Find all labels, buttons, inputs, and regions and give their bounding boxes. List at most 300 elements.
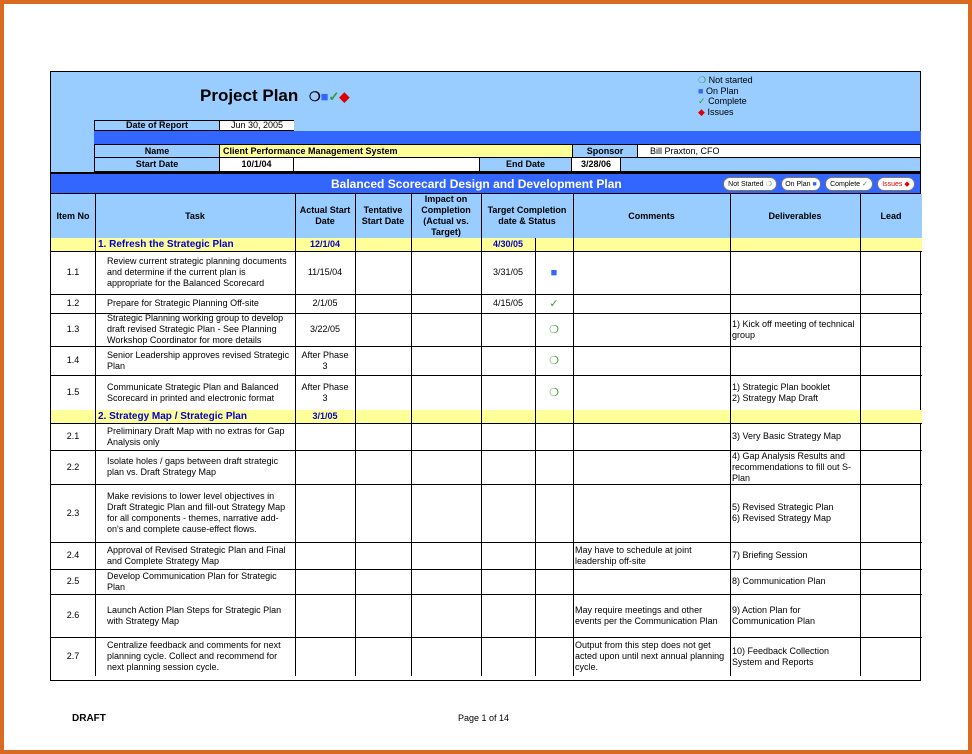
item-number [51, 484, 95, 542]
column-header-comments [573, 194, 730, 238]
grid-line [295, 569, 296, 594]
grid-line [355, 346, 356, 375]
grid-line [573, 637, 574, 676]
grid-line [573, 594, 574, 637]
sponsor-value: Bill Praxton, CFO [637, 145, 920, 157]
grid-line [95, 484, 96, 542]
grid-line [860, 637, 861, 676]
actual-start-date [295, 346, 355, 375]
target-completion-date-text: 4/15/05 [492, 298, 524, 308]
issues-icon: ◆ [904, 181, 910, 188]
grid-line [355, 423, 356, 450]
grid-line [535, 594, 536, 637]
grid-line [535, 637, 536, 676]
section-target-date [481, 410, 535, 423]
legend-label: Complete [708, 96, 747, 106]
comments-cell [573, 484, 730, 542]
target-completion-date [481, 313, 535, 346]
not-started-icon: ❍ [549, 324, 559, 336]
grid-line [411, 594, 412, 637]
section-title [95, 410, 295, 423]
grid-line [411, 375, 412, 410]
grid-line [355, 569, 356, 594]
on-plan-icon: ■ [812, 180, 817, 188]
grid-line [95, 594, 96, 637]
end-date-label: End Date [479, 158, 571, 171]
target-completion-date [481, 484, 535, 542]
status-legend [698, 75, 753, 117]
task-description-text: Prepare for Strategic Planning Off-site [107, 298, 259, 308]
pill-not-started [723, 177, 777, 191]
column-header-label: Comments [628, 210, 675, 221]
grid-line [481, 346, 482, 375]
grid-line [355, 194, 356, 238]
comments-cell [573, 294, 730, 313]
grid-line [481, 637, 482, 676]
grid-line [535, 294, 536, 313]
actual-start-date [295, 594, 355, 637]
grid-line [573, 194, 574, 238]
grid-line [355, 251, 356, 294]
grid-line [355, 294, 356, 313]
item-number-text: 1.5 [66, 387, 80, 397]
section-actual-date-text: 3/1/05 [312, 411, 338, 421]
grid-line [860, 450, 861, 484]
task-description [95, 637, 295, 676]
item-number-text: 2.7 [66, 651, 80, 661]
column-header-tentative [355, 194, 411, 238]
dates-row [94, 158, 921, 172]
grid-line [860, 313, 861, 346]
grid-line [295, 238, 296, 251]
section-title [95, 238, 295, 251]
section-actual-date-text: 12/1/04 [309, 239, 341, 249]
task-description-text: Senior Leadership approves revised Strategic Plan [107, 349, 290, 371]
actual-start-date [295, 375, 355, 410]
grid-line [573, 423, 574, 450]
grid-line [573, 450, 574, 484]
comments-cell [573, 542, 730, 569]
grid-line [860, 410, 861, 423]
column-header-label: Impact on Completion (Actual vs. Target) [421, 194, 471, 237]
actual-start-date-text: After Phase 3 [301, 381, 349, 403]
name-row [94, 144, 921, 158]
grid-line [535, 313, 536, 346]
name-label: Name [95, 145, 220, 157]
deliverables-cell [730, 450, 860, 484]
grid-line [860, 484, 861, 542]
grid-line [355, 450, 356, 484]
section-target-date [481, 238, 535, 251]
pill-label: On Plan [785, 180, 811, 188]
target-completion-date [481, 346, 535, 375]
grid-line [730, 637, 731, 676]
comments-cell [573, 450, 730, 484]
grid-line [411, 637, 412, 676]
item-number [51, 251, 95, 294]
not-started-icon: ❍ [698, 75, 707, 85]
grid-line [481, 450, 482, 484]
page-title [200, 86, 349, 106]
grid-line [355, 375, 356, 410]
grid-line [295, 313, 296, 346]
grid-line [411, 423, 412, 450]
grid-line [860, 542, 861, 569]
task-description [95, 569, 295, 594]
sponsor-label: Sponsor [572, 145, 637, 157]
grid-line [730, 313, 731, 346]
deliverables-cell-text: 1) Kick off meeting of technical group [732, 318, 855, 340]
grid-line [295, 450, 296, 484]
comments-cell-text: Output from this step does not get acted upon until next annual planning cycle. [575, 640, 725, 672]
pill-label: Issues [882, 180, 903, 188]
grid-line [573, 484, 574, 542]
grid-line [730, 410, 731, 423]
issues-icon: ◆ [698, 106, 705, 117]
column-header-lead [860, 194, 922, 238]
not-started-icon: ❍ [549, 355, 559, 367]
deliverables-cell-text: 3) Very Basic Strategy Map [732, 431, 842, 441]
column-header-label: Target Completion date & Status [487, 205, 567, 226]
item-number-text: 1.4 [66, 355, 80, 365]
grid-line [481, 238, 482, 251]
deliverables-cell-text: 10) Feedback Collection System and Reports [732, 645, 830, 667]
task-description-text: Review current strategic planning documents and determine if the current plan is appropriate for the Balanced Scorecard [107, 256, 287, 288]
grid-line [481, 313, 482, 346]
grid-line [481, 294, 482, 313]
comments-cell [573, 423, 730, 450]
comments-cell-text: May have to schedule at joint leadership off-site [575, 544, 692, 566]
grid-line [573, 542, 574, 569]
not-started-icon: ❍ [309, 89, 321, 104]
comments-cell [573, 569, 730, 594]
grid-line [481, 569, 482, 594]
column-header-label: Lead [880, 210, 902, 221]
grid-line [355, 238, 356, 251]
item-number-text: 2.6 [66, 610, 80, 620]
column-header-task [95, 194, 295, 238]
grid-line [95, 346, 96, 375]
legend-item [698, 107, 753, 118]
grid-line [730, 423, 731, 450]
grid-line [535, 450, 536, 484]
task-description [95, 594, 295, 637]
section-title-text: 2. Strategy Map / Strategic Plan [98, 411, 247, 422]
section-title-text: 1. Refresh the Strategic Plan [98, 239, 234, 250]
target-completion-date [481, 294, 535, 313]
task-description [95, 484, 295, 542]
grid-line [355, 313, 356, 346]
grid-line [411, 542, 412, 569]
deliverables-cell [730, 251, 860, 294]
legend-label: Not started [708, 75, 753, 85]
column-header-label: Task [185, 210, 205, 221]
grid-line [860, 594, 861, 637]
end-date-value: 3/28/06 [571, 158, 621, 171]
grid-line [730, 346, 731, 375]
deliverables-cell [730, 569, 860, 594]
task-description [95, 346, 295, 375]
item-number [51, 423, 95, 450]
deliverables-cell [730, 375, 860, 410]
on-plan-icon: ■ [320, 89, 329, 104]
column-header-actual [295, 194, 355, 238]
grid-line [95, 637, 96, 676]
start-date-value: 10/1/04 [220, 158, 294, 171]
plan-banner-title: Balanced Scorecard Design and Development Plan [331, 177, 622, 191]
actual-start-date-text: 2/1/05 [312, 298, 338, 308]
grid-line [535, 410, 536, 423]
complete-icon: ✓ [862, 181, 868, 188]
task-description-text: Make revisions to lower level objectives in Draft Strategic Plan and fill-out Strategy Map for all components - themes, narrative add-on's and complete cause-effect flows. [107, 491, 286, 534]
section-actual-date [295, 238, 355, 251]
not-started-icon: ❍ [549, 387, 559, 399]
date-of-report-label: Date of Report [95, 121, 220, 130]
on-plan-icon: ■ [550, 266, 558, 279]
task-description-text: Communicate Strategic Plan and Balanced Scorecard in printed and electronic format [107, 381, 279, 403]
task-description-text: Launch Action Plan Steps for Strategic Plan with Strategy Map [107, 604, 282, 626]
grid-line [295, 194, 296, 238]
grid-line [295, 423, 296, 450]
complete-icon: ✓ [549, 298, 559, 310]
grid-line [411, 194, 412, 238]
legend-item [698, 96, 753, 107]
issues-icon: ◆ [339, 89, 350, 104]
grid-line [535, 423, 536, 450]
grid-line [535, 251, 536, 294]
grid-line [411, 346, 412, 375]
grid-line [481, 594, 482, 637]
section-target-date-text: 4/30/05 [492, 239, 524, 249]
grid-line [481, 194, 482, 238]
grid-line [481, 542, 482, 569]
deliverables-cell-text: 1) Strategic Plan booklet 2) Strategy Map Draft [732, 381, 831, 403]
grid-line [730, 542, 731, 569]
task-description [95, 423, 295, 450]
grid-line [295, 637, 296, 676]
deliverables-cell-text: 7) Briefing Session [732, 550, 808, 560]
task-description [95, 294, 295, 313]
grid-line [95, 251, 96, 294]
item-number-text: 2.3 [66, 507, 80, 518]
footer-page-number: Page 1 of 14 [458, 713, 510, 723]
grid-line [95, 569, 96, 594]
pill-label: Not Started [728, 180, 764, 188]
grid-line [481, 410, 482, 423]
pill-issues [877, 177, 915, 191]
grid-line [411, 569, 412, 594]
deliverables-cell [730, 484, 860, 542]
column-header-label: Deliverables [768, 210, 822, 221]
actual-start-date-text: After Phase 3 [301, 349, 349, 371]
actual-start-date [295, 484, 355, 542]
task-description [95, 375, 295, 410]
target-completion-date [481, 637, 535, 676]
title-symbols [309, 89, 349, 104]
comments-cell-text: May require meetings and other events per the Communication Plan [575, 604, 718, 626]
legend-item [698, 75, 753, 86]
column-header-target [481, 194, 573, 238]
deliverables-cell-text: 9) Action Plan for Communication Plan [732, 604, 816, 626]
item-number [51, 375, 95, 410]
page-title-text: Project Plan [200, 86, 299, 105]
name-value: Client Performance Management System [220, 145, 572, 157]
column-header-label: Tentative Start Date [361, 205, 405, 226]
grid-line [730, 238, 731, 251]
grid-line [295, 294, 296, 313]
grid-line [535, 542, 536, 569]
actual-start-date [295, 542, 355, 569]
grid-line [573, 410, 574, 423]
target-completion-date [481, 375, 535, 410]
task-description-text: Strategic Planning working group to develop draft revised Strategic Plan - See Planning Workshop Coordinator for more details [107, 313, 284, 345]
target-completion-date-text: 3/31/05 [492, 267, 524, 277]
task-description-text: Isolate holes / gaps between draft strategic plan vs. Draft Strategy Map [107, 456, 279, 477]
grid-line [411, 450, 412, 484]
column-header-deliverables [730, 194, 860, 238]
grid-line [860, 251, 861, 294]
on-plan-icon: ■ [698, 85, 704, 96]
item-number [51, 450, 95, 484]
header-divider-band [94, 131, 921, 144]
task-description-text: Develop Communication Plan for Strategic Plan [107, 570, 277, 592]
task-description [95, 450, 295, 484]
grid-line [730, 594, 731, 637]
legend-item [698, 86, 753, 97]
deliverables-cell [730, 313, 860, 346]
grid-line [573, 294, 574, 313]
pill-complete [825, 177, 873, 191]
actual-start-date-text: 3/22/05 [309, 324, 341, 334]
grid-line [295, 594, 296, 637]
plan-table [50, 194, 921, 681]
item-number [51, 346, 95, 375]
grid-line [95, 375, 96, 410]
item-number-text: 1.3 [66, 324, 80, 334]
section-actual-date [295, 410, 355, 423]
actual-start-date [295, 294, 355, 313]
plan-banner [50, 173, 921, 194]
target-completion-date [481, 569, 535, 594]
grid-line [573, 375, 574, 410]
grid-line [295, 542, 296, 569]
grid-line [860, 194, 861, 238]
task-description [95, 542, 295, 569]
complete-icon: ✓ [698, 96, 706, 106]
actual-start-date [295, 251, 355, 294]
grid-line [355, 484, 356, 542]
grid-line [860, 569, 861, 594]
grid-line [860, 375, 861, 410]
date-of-report-row [94, 120, 294, 131]
legend-label: On Plan [705, 85, 739, 96]
comments-cell [573, 594, 730, 637]
footer-draft: DRAFT [72, 713, 106, 724]
grid-line [730, 294, 731, 313]
column-header-impact [411, 194, 481, 238]
pill-on-plan [781, 177, 821, 191]
comments-cell [573, 313, 730, 346]
grid-line [295, 410, 296, 423]
item-number [51, 542, 95, 569]
grid-line [355, 637, 356, 676]
target-completion-date [481, 594, 535, 637]
item-number [51, 313, 95, 346]
item-number [51, 294, 95, 313]
grid-line [411, 294, 412, 313]
deliverables-cell-text: 5) Revised Strategic Plan 6) Revised Strategy Map [732, 502, 834, 523]
comments-cell [573, 375, 730, 410]
item-number-text: 2.4 [66, 550, 80, 560]
grid-line [535, 484, 536, 542]
grid-line [573, 238, 574, 251]
actual-start-date [295, 313, 355, 346]
grid-line [95, 410, 96, 423]
grid-line [860, 346, 861, 375]
grid-line [481, 423, 482, 450]
actual-start-date [295, 450, 355, 484]
deliverables-cell [730, 594, 860, 637]
grid-line [355, 542, 356, 569]
deliverables-cell [730, 346, 860, 375]
grid-line [95, 450, 96, 484]
grid-line [95, 294, 96, 313]
comments-cell [573, 346, 730, 375]
grid-line [295, 375, 296, 410]
grid-line [481, 484, 482, 542]
grid-line [860, 294, 861, 313]
task-description [95, 251, 295, 294]
start-date-extra [294, 158, 479, 171]
task-description-text: Approval of Revised Strategic Plan and Final and Complete Strategy Map [107, 544, 286, 566]
column-header-item [51, 194, 95, 238]
date-of-report-value: Jun 30, 2005 [220, 121, 294, 130]
start-date-label: Start Date [95, 158, 220, 171]
grid-line [730, 194, 731, 238]
actual-start-date-text: 11/15/04 [307, 267, 343, 277]
grid-line [411, 313, 412, 346]
grid-line [573, 313, 574, 346]
grid-line [295, 251, 296, 294]
item-number-text: 1.2 [66, 298, 80, 308]
grid-line [573, 569, 574, 594]
grid-line [860, 423, 861, 450]
item-number [51, 637, 95, 676]
grid-line [730, 375, 731, 410]
grid-line [481, 375, 482, 410]
deliverables-cell-text: 4) Gap Analysis Results and recommendations to fill out S-Plan [732, 450, 852, 483]
deliverables-cell [730, 542, 860, 569]
grid-line [355, 410, 356, 423]
grid-line [730, 450, 731, 484]
grid-line [295, 484, 296, 542]
target-completion-date [481, 423, 535, 450]
item-number-text: 1.1 [66, 267, 80, 277]
grid-line [411, 238, 412, 251]
actual-start-date [295, 423, 355, 450]
item-number [51, 594, 95, 637]
task-description-text: Centralize feedback and comments for next planning cycle. Collect and recommend for next planning session cycle. [107, 640, 281, 672]
comments-cell [573, 251, 730, 294]
item-number-text: 2.1 [66, 431, 80, 441]
task-description-text: Preliminary Draft Map with no extras for Gap Analysis only [107, 425, 285, 447]
actual-start-date [295, 637, 355, 676]
complete-icon: ✓ [328, 89, 340, 104]
grid-line [355, 594, 356, 637]
deliverables-cell [730, 294, 860, 313]
task-description [95, 313, 295, 346]
grid-line [95, 238, 96, 251]
